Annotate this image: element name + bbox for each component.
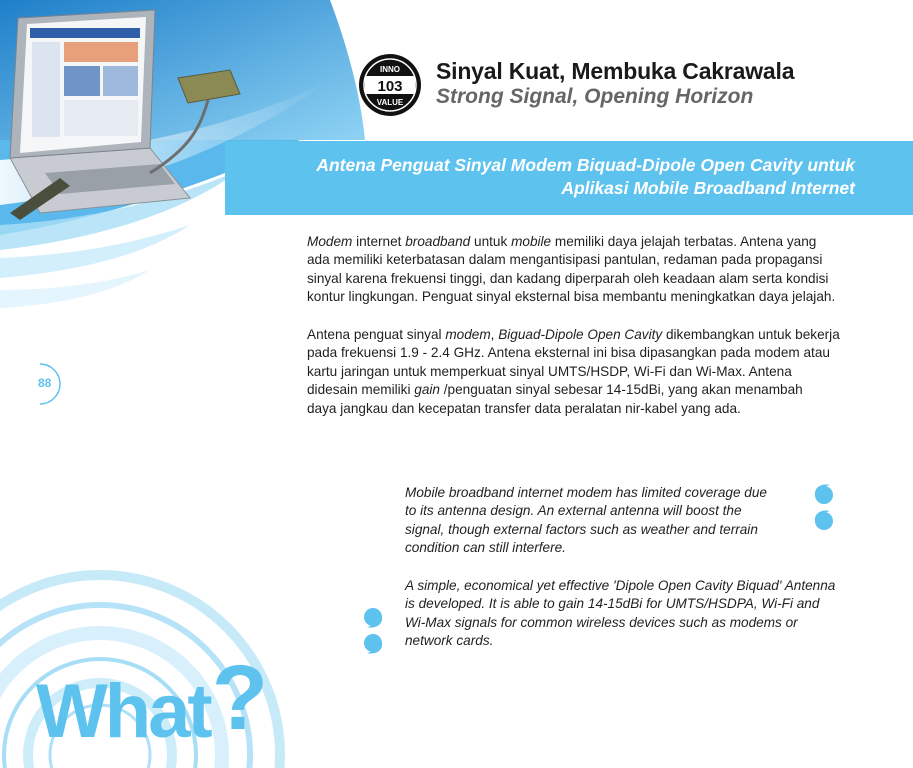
- paragraph-line: Antena penguat sinyal modem, Biguad-Dipole Open Cavity dikembangkan untuk bekerja: [307, 327, 840, 342]
- quote-line: Mobile broadband internet modem has limited coverage due: [405, 485, 767, 500]
- paragraph-line: kartu jaringan untuk memperkuat sinyal UMTS/HSDP, Wi-Fi dan Wi-Max. Antena: [307, 363, 792, 379]
- quote-line: condition can still interfere.: [405, 540, 566, 556]
- body-paragraph-2: [307, 326, 865, 418]
- quote-close-icon: [800, 483, 842, 535]
- topic-banner: [225, 141, 913, 215]
- paragraph-line: ada memiliki keterbatasan dalam mengantisipasi pantulan, redaman pada propagansi: [307, 252, 823, 268]
- paragraph-line: kontur lingkungan. Penguat sinyal eksternal bisa membantu meningkatkan daya jelajah.: [307, 289, 836, 305]
- page-subtitle: Strong Signal, Opening Horizon: [436, 85, 754, 108]
- banner-line-1: Antena Penguat Sinyal Modem Biquad-Dipole Open Cavity untuk: [316, 155, 855, 175]
- body-paragraph-1: [307, 233, 865, 307]
- paragraph-line: didesain memiliki gain /penguatan sinyal sebesar 14-15dBi, yang akan menambah: [307, 382, 803, 398]
- laptop-with-antenna-illustration: [0, 8, 260, 228]
- paragraph-line: pada frekuensi 1.9 - 2.4 GHz. Antena eksternal ini bisa dipasangkan pada modem atau: [307, 345, 830, 361]
- quote-line: signal, though external factors such as weather and terrain: [405, 521, 758, 537]
- svg-text:VALUE: VALUE: [376, 98, 404, 107]
- question-mark: ?: [211, 647, 265, 749]
- svg-text:103: 103: [377, 78, 403, 95]
- quote-line: to its antenna design. An external antenna will boost the: [405, 503, 742, 519]
- page-title: Sinyal Kuat, Membuka Cakrawala: [436, 58, 795, 84]
- english-summary-2: [405, 577, 855, 651]
- what-title: [36, 647, 265, 754]
- paragraph-line: daya jangkau dan kecepatan transfer data peralatan nir-kabel yang ada.: [307, 400, 741, 416]
- paragraph-line: Modem internet broadband untuk mobile memiliki daya jelajah terbatas. Antena yang: [307, 234, 817, 249]
- quote-line: A simple, economical yet effective 'Dipole Open Cavity Biquad' Antenna: [405, 578, 836, 593]
- quote-line: is developed. It is able to gain 14-15dBi for UMTS/HSDPA, Wi-Fi and: [405, 596, 820, 612]
- svg-text:INNO: INNO: [380, 65, 400, 74]
- english-summary-1: [405, 484, 855, 558]
- quote-line: network cards.: [405, 633, 494, 649]
- paragraph-line: sinyal karena frekuensi tinggi, dan kadang diperparah oleh keadaan alam serta kondisi: [307, 270, 829, 286]
- banner-line-2: Aplikasi Mobile Broadband Internet: [561, 178, 855, 198]
- quote-open-icon: [355, 603, 397, 655]
- inno-103-value-badge: [357, 52, 423, 118]
- page-number: 88: [38, 376, 52, 390]
- what-word: What: [36, 669, 210, 754]
- quote-line: Wi-Max signals for common wireless devices such as modems or: [405, 614, 798, 630]
